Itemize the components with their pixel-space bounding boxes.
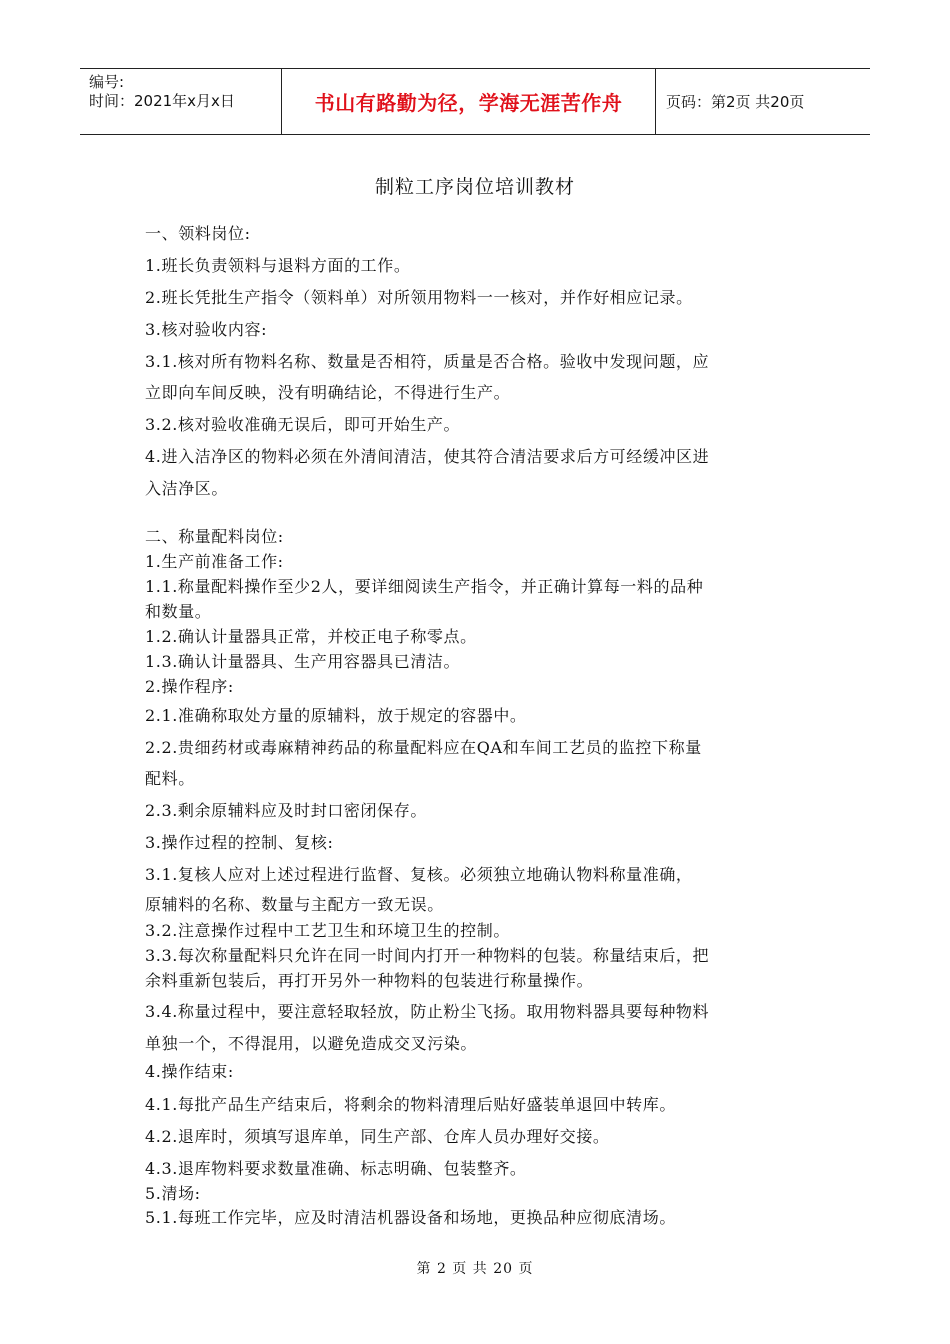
- text-line: 立即向车间反映，没有明确结论，不得进行生产。: [145, 383, 511, 402]
- text-line: 5.清场:: [145, 1184, 201, 1203]
- text-line: 入洁净区。: [145, 479, 229, 498]
- text-line: 3.1.核对所有物料名称、数量是否相符，质量是否合格。验收中发现问题，应: [145, 352, 710, 371]
- text-line: 4.操作结束:: [145, 1062, 234, 1081]
- text-line: 1.2.确认计量器具正常，并校正电子称零点。: [145, 627, 477, 646]
- text-line: 1.1.称量配料操作至少2人，要详细阅读生产指令，并正确计算每一料的品种: [145, 577, 704, 596]
- text-line: 1.班长负责领料与退料方面的工作。: [145, 256, 411, 275]
- text-line: 2.2.贵细药材或毒麻精神药品的称量配料应在QA和车间工艺员的监控下称量: [145, 738, 702, 757]
- document-title: 制粒工序岗位培训教材: [374, 176, 575, 198]
- text-line: 和数量。: [145, 602, 212, 621]
- text-line: 2.班长凭批生产指令（领料单）对所领用物料一一核对，并作好相应记录。: [145, 288, 693, 307]
- text-line: 原辅料的名称、数量与主配方一致无误。: [145, 895, 444, 914]
- header-table: [80, 68, 870, 135]
- text-line: 3.2.注意操作过程中工艺卫生和环境卫生的控制。: [145, 921, 510, 940]
- text-line: 5.1.每班工作完毕，应及时清洁机器设备和场地，更换品种应彻底清场。: [145, 1208, 676, 1227]
- text-line: 4.3.退库物料要求数量准确、标志明确、包装整齐。: [145, 1159, 527, 1178]
- text-line: 3.4.称量过程中，要注意轻取轻放，防止粉尘飞扬。取用物料器具要每种物料: [145, 1002, 710, 1021]
- text-line: 配料。: [145, 769, 195, 788]
- header-meta: [80, 69, 281, 134]
- text-line: 2.3.剩余原辅料应及时封口密闭保存。: [145, 801, 427, 820]
- text-line: 单独一个，不得混用，以避免造成交叉污染。: [145, 1034, 478, 1053]
- header-page-info: 页码：第2页 共20页: [666, 93, 805, 111]
- doc-number-label: 编号:: [89, 73, 125, 91]
- text-line: 3.核对验收内容:: [145, 320, 268, 339]
- text-line: 2.操作程序:: [145, 677, 234, 696]
- text-line: 余料重新包装后，再打开另外一种物料的包装进行称量操作。: [145, 971, 594, 990]
- text-line: 1.生产前准备工作:: [145, 552, 284, 571]
- text-line: 4.1.每批产品生产结束后，将剩余的物料清理后贴好盛装单退回中转库。: [145, 1095, 676, 1114]
- page-footer: 第 2 页 共 20 页: [416, 1261, 534, 1277]
- text-line: 3.1.复核人应对上述过程进行监督、复核。必须独立地确认物料称量准确，: [145, 865, 693, 884]
- text-line: 3.操作过程的控制、复核:: [145, 833, 334, 852]
- header-slogan: 书山有路勤为径，学海无涯苦作舟: [281, 69, 656, 134]
- text-line: 1.3.确认计量器具、生产用容器具已清洁。: [145, 652, 461, 671]
- text-line: 3.3.每次称量配料只允许在同一时间内打开一种物料的包装。称量结束后，把: [145, 946, 710, 965]
- text-line: 2.1.准确称取处方量的原辅料，放于规定的容器中。: [145, 706, 527, 725]
- text-line: 4.进入洁净区的物料必须在外清间清洁，使其符合清洁要求后方可经缓冲区进: [145, 447, 710, 466]
- section-heading: 二、称量配料岗位:: [145, 527, 284, 546]
- doc-date-label: 时间：2021年x月x日: [89, 92, 235, 110]
- text-line: 4.2.退库时，须填写退库单，同生产部、仓库人员办理好交接。: [145, 1127, 610, 1146]
- text-line: 一、领料岗位:: [145, 224, 251, 243]
- text-line: 3.2.核对验收准确无误后，即可开始生产。: [145, 415, 461, 434]
